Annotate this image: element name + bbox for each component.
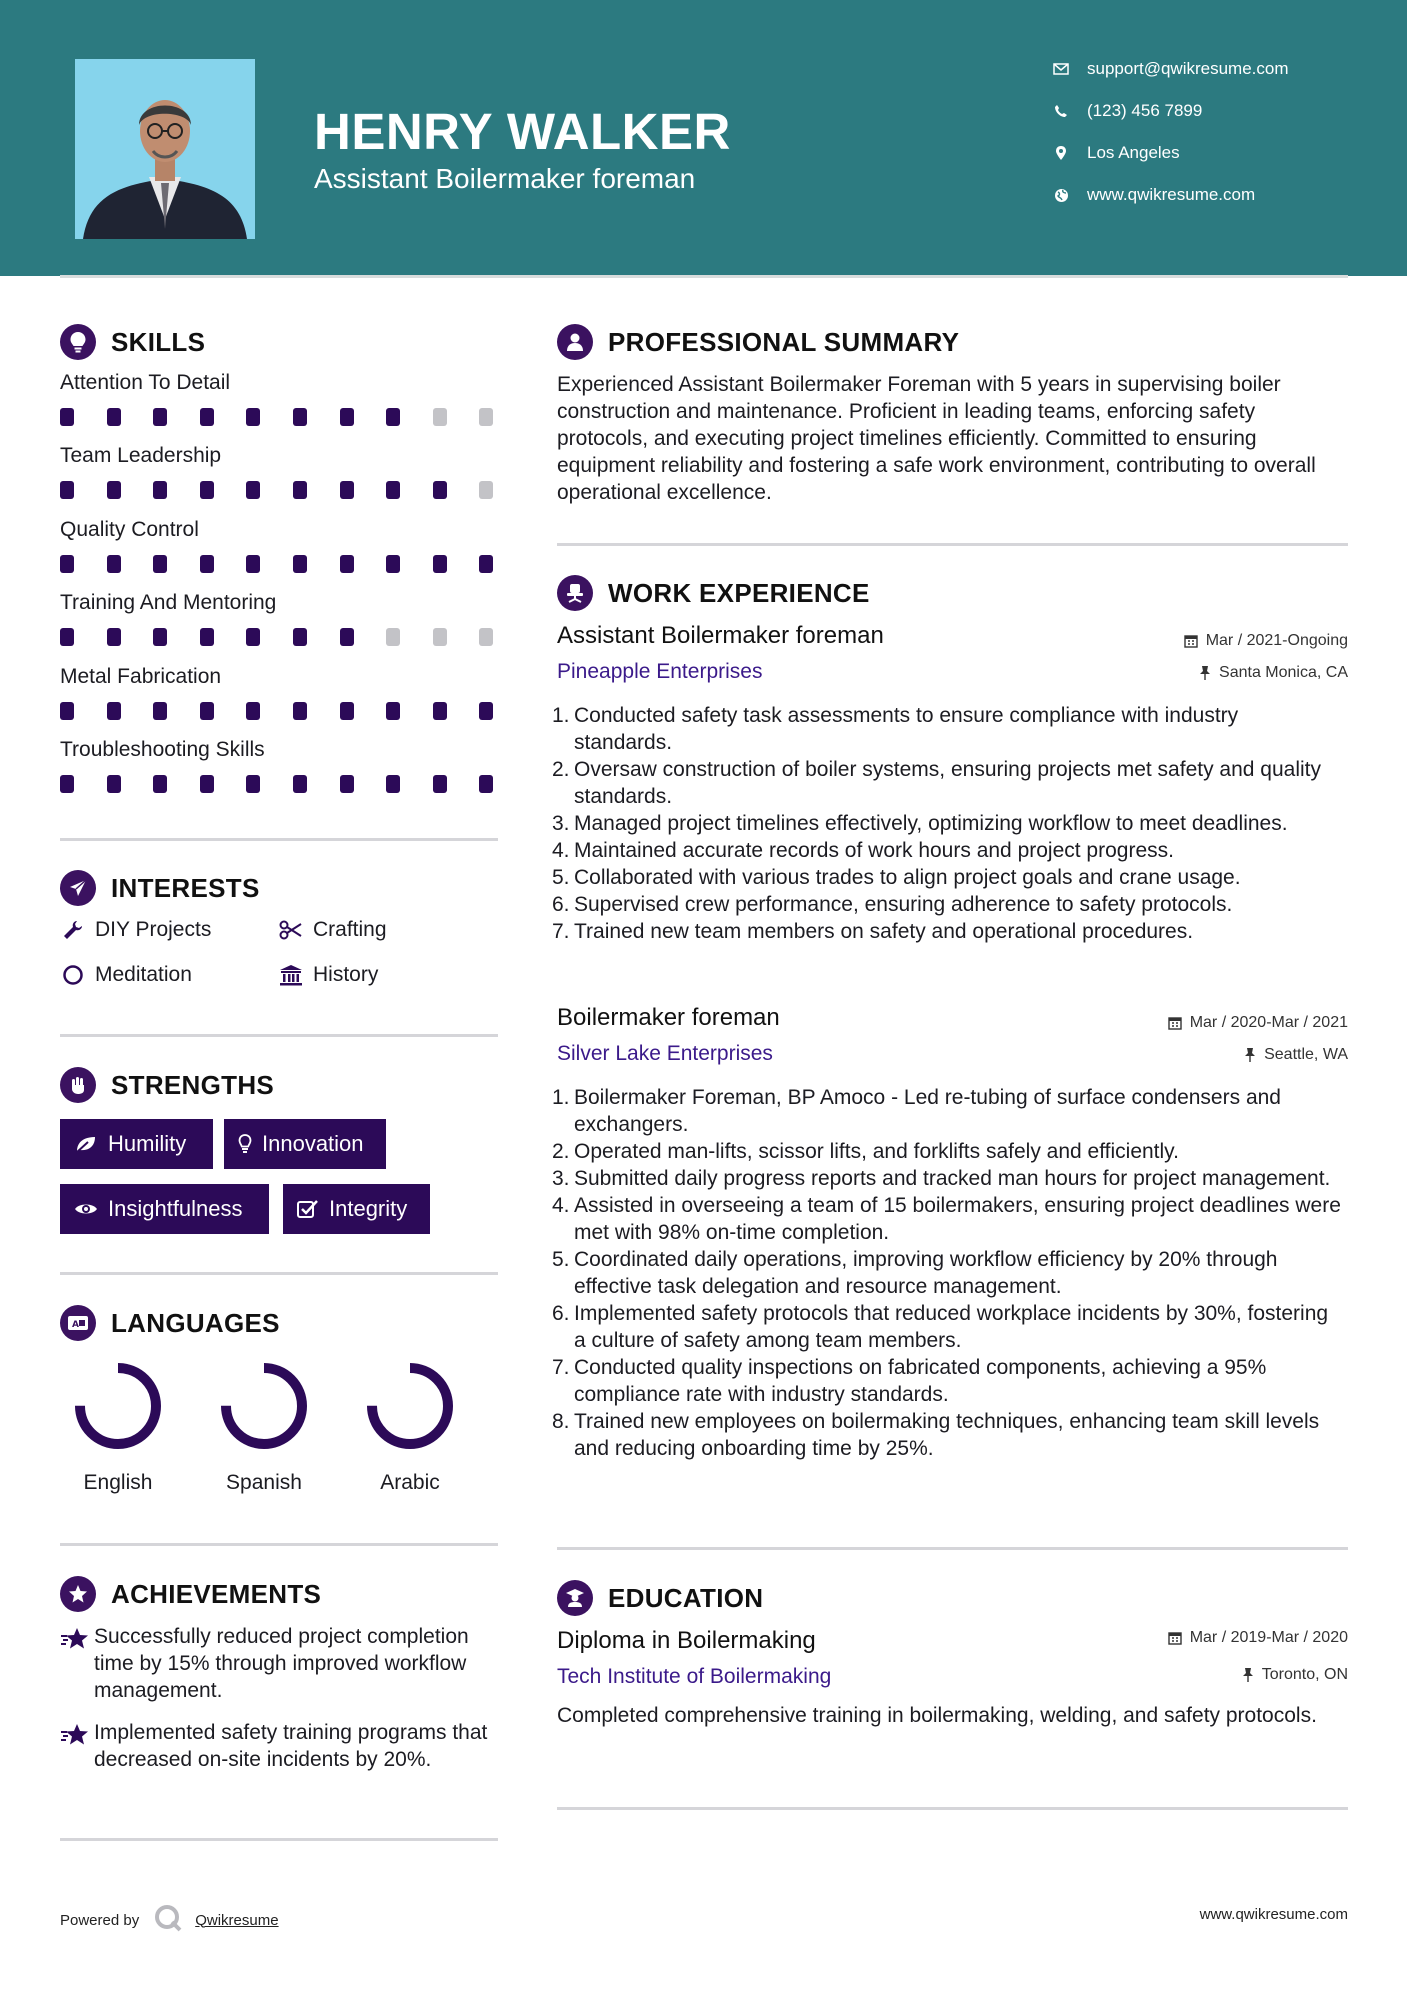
skill-name: Attention To Detail [60, 371, 231, 394]
bullet-number: 8. [552, 1410, 570, 1433]
skill-dot-filled [200, 555, 214, 573]
interest-item-meditation [60, 963, 192, 987]
contact-phone-text: (123) 456 7899 [1087, 101, 1203, 120]
star-icon [60, 1623, 94, 1704]
skill-dot-filled [153, 628, 167, 646]
graduate-icon [557, 1580, 593, 1616]
experience-heading [557, 575, 870, 611]
id-card-icon [60, 1305, 96, 1341]
job-bullet [552, 1084, 1342, 1138]
job-title: Boilermaker foreman [557, 1004, 780, 1031]
skill-level-meter [60, 408, 498, 426]
job-bullet [552, 1165, 1342, 1192]
skill-dot-filled [293, 555, 307, 573]
skill-level-meter [60, 481, 498, 499]
experience-title: WORK EXPERIENCE [608, 577, 870, 608]
interest-item-diy-projects [60, 918, 211, 942]
skill-dot-filled [340, 481, 354, 499]
interests-title: INTERESTS [111, 872, 260, 903]
bullet-text: Trained new employees on boilermaking techniques, enhancing team skill levels and reducing onboarding time by 25%. [574, 1410, 1320, 1460]
qwikresume-link[interactable]: Qwikresume [195, 1911, 279, 1929]
strengths-divider [60, 1272, 498, 1275]
museum-icon [278, 964, 304, 986]
calendar-icon [1168, 1016, 1182, 1030]
contact-location [1050, 141, 1180, 165]
phone-icon [1050, 104, 1072, 118]
skill-dot-empty [479, 408, 493, 426]
interest-label: Crafting [313, 918, 387, 941]
bullet-text: Operated man-lifts, scissor lifts, and forklifts safely and efficiently. [574, 1140, 1179, 1163]
bullet-number: 4. [552, 839, 570, 862]
bullet-number: 2. [552, 758, 570, 781]
education-dates [1168, 1629, 1348, 1647]
language-level-arc [372, 1368, 448, 1444]
bullet-text: Submitted daily progress reports and tracked man hours for project management. [574, 1167, 1331, 1190]
envelope-icon [1050, 63, 1072, 75]
strength-label: Humility [108, 1131, 187, 1156]
education-location [1242, 1666, 1348, 1684]
bullet-number: 6. [552, 1302, 570, 1325]
skill-dot-filled [386, 408, 400, 426]
bullet-text: Conducted quality inspections on fabricated components, achieving a 95% compliance rate with industry standards. [574, 1356, 1267, 1406]
skill-dot-filled [340, 702, 354, 720]
skill-dot-filled [200, 481, 214, 499]
skill-dot-filled [107, 702, 121, 720]
checkbox-icon [297, 1199, 319, 1219]
language-level-ring [68, 1356, 168, 1456]
language-name: English [83, 1471, 153, 1494]
office-chair-icon [557, 575, 593, 611]
strength-label: Integrity [329, 1196, 408, 1221]
summary-title: PROFESSIONAL SUMMARY [608, 326, 960, 357]
job-bullet [552, 1300, 1342, 1354]
skill-name: Metal Fabrication [60, 664, 222, 688]
calendar-icon [1184, 634, 1198, 648]
skill-dot-empty [386, 628, 400, 646]
skill-level-meter [60, 628, 498, 646]
skill-dot-empty [433, 408, 447, 426]
profile-photo-illustration [75, 59, 255, 239]
pushpin-icon [1244, 1047, 1256, 1063]
education-school: Tech Institute of Boilermaking [557, 1665, 832, 1688]
job-company: Silver Lake Enterprises [557, 1042, 773, 1065]
bullet-number: 7. [552, 1356, 570, 1379]
skill-dot-filled [153, 775, 167, 793]
skill-level-meter [60, 775, 498, 793]
skill-name: Training And Mentoring [60, 591, 277, 615]
circle-icon [60, 964, 86, 986]
skill-dot-filled [479, 702, 493, 720]
strengths-heading [60, 1067, 274, 1103]
job-bullet-list [552, 702, 1342, 945]
language-level-arc [226, 1368, 302, 1444]
job-bullet [552, 1138, 1342, 1165]
powered-by-label: Powered by [60, 1911, 140, 1929]
skill-dot-filled [153, 408, 167, 426]
header-divider [60, 275, 1348, 278]
job-bullet [552, 918, 1342, 945]
skill-dot-filled [60, 628, 74, 646]
skill-dot-filled [107, 775, 121, 793]
skill-dot-filled [107, 555, 121, 573]
strength-label: Insightfulness [108, 1196, 243, 1221]
job-bullet [552, 756, 1342, 810]
skill-dot-filled [340, 555, 354, 573]
bullet-text: Supervised crew performance, ensuring adherence to safety protocols. [574, 893, 1233, 916]
skill-dot-filled [246, 628, 260, 646]
skill-dot-filled [479, 555, 493, 573]
strength-badge-insightfulness [60, 1184, 269, 1234]
achievement-item [60, 1719, 500, 1773]
paper-plane-icon [60, 870, 96, 906]
qwikresume-logo-icon [153, 1903, 183, 1937]
job-location [1244, 1046, 1348, 1064]
skill-dot-filled [246, 481, 260, 499]
contact-website[interactable] [1050, 183, 1255, 207]
bullet-text: Trained new team members on safety and operational procedures. [574, 920, 1194, 943]
skill-dot-filled [433, 702, 447, 720]
skill-dot-filled [60, 702, 74, 720]
achievement-text: Successfully reduced project completion time by 15% through improved workflow management. [94, 1625, 469, 1702]
job-bullet [552, 1246, 1342, 1300]
skill-dot-filled [246, 702, 260, 720]
skills-heading [60, 324, 205, 360]
globe-icon [1050, 188, 1072, 203]
interest-label: History [313, 963, 379, 986]
language-name: Arabic [380, 1471, 440, 1494]
skill-dot-filled [293, 628, 307, 646]
candidate-role: Assistant Boilermaker foreman [314, 163, 696, 194]
user-icon [557, 324, 593, 360]
scissors-icon [278, 920, 304, 940]
leaf-icon [74, 1134, 98, 1154]
job-location-text: Santa Monica, CA [1219, 664, 1348, 681]
svg-text:A: A [72, 1320, 79, 1330]
job-bullet [552, 1354, 1342, 1408]
skill-dot-filled [107, 628, 121, 646]
interests-heading [60, 870, 260, 906]
skill-dot-filled [246, 775, 260, 793]
skill-dot-filled [433, 481, 447, 499]
interest-item-history [278, 963, 378, 987]
bullet-text: Collaborated with various trades to align project goals and crane usage. [574, 866, 1241, 889]
summary-heading [557, 324, 959, 360]
strength-badge-humility [60, 1119, 213, 1169]
skill-dot-filled [200, 628, 214, 646]
skill-dot-filled [60, 555, 74, 573]
bullet-number: 5. [552, 866, 570, 889]
bullet-number: 2. [552, 1140, 570, 1163]
bullet-number: 3. [552, 1167, 570, 1190]
skill-dot-empty [479, 481, 493, 499]
skill-dot-filled [153, 481, 167, 499]
job-bullet [552, 702, 1342, 756]
skill-dot-filled [200, 702, 214, 720]
experience-divider [557, 1547, 1348, 1550]
skill-dot-filled [386, 481, 400, 499]
lightbulb-icon [60, 324, 96, 360]
skill-dot-filled [293, 408, 307, 426]
summary-divider [557, 543, 1348, 546]
contact-website-text: www.qwikresume.com [1087, 185, 1256, 204]
bullet-number: 3. [552, 812, 570, 835]
pushpin-icon [1242, 1667, 1254, 1683]
job-dates-text: Mar / 2021-Ongoing [1205, 632, 1348, 649]
skill-dot-filled [246, 555, 260, 573]
bullet-number: 6. [552, 893, 570, 916]
bullet-text: Boilermaker Foreman, BP Amoco - Led re-tubing of surface condensers and exchangers. [574, 1086, 1281, 1136]
job-location [1199, 664, 1348, 682]
job-bullet [552, 837, 1342, 864]
job-bullet [552, 1192, 1342, 1246]
bullet-number: 7. [552, 920, 570, 943]
pushpin-icon [1199, 665, 1211, 681]
languages-heading [60, 1305, 280, 1341]
skill-dot-filled [293, 702, 307, 720]
resume-header [0, 0, 1407, 276]
education-heading [557, 1580, 763, 1616]
skill-level-meter [60, 555, 498, 573]
language-item [58, 1356, 178, 1456]
skill-dot-filled [200, 775, 214, 793]
languages-title: LANGUAGES [111, 1307, 280, 1338]
bullet-text: Coordinated daily operations, improving workflow efficiency by 20% through effective task delegation and resource management. [574, 1248, 1278, 1298]
strengths-title: STRENGTHS [111, 1069, 275, 1100]
skill-name: Troubleshooting Skills [60, 738, 265, 761]
skill-dot-filled [246, 408, 260, 426]
skill-dot-filled [433, 775, 447, 793]
education-description: Completed comprehensive training in boilermaking, welding, and safety protocols. [557, 1704, 1317, 1727]
bullet-text: Implemented safety protocols that reduced workplace incidents by 30%, fostering a culture of safety among team members. [574, 1302, 1329, 1352]
job-bullet [552, 1408, 1342, 1462]
hand-icon [60, 1067, 96, 1103]
language-level-arc [80, 1368, 156, 1444]
job-dates-text: Mar / 2020-Mar / 2021 [1189, 1014, 1348, 1031]
job-dates [1184, 632, 1348, 650]
job-location-text: Seattle, WA [1264, 1046, 1348, 1063]
education-degree: Diploma in Boilermaking [557, 1627, 816, 1654]
star-badge-icon [60, 1576, 96, 1612]
job-dates [1168, 1014, 1348, 1032]
interest-label: DIY Projects [95, 918, 212, 941]
bullet-text: Managed project timelines effectively, optimizing workflow to meet deadlines. [574, 812, 1288, 835]
star-icon [60, 1719, 94, 1773]
bullet-number: 5. [552, 1248, 570, 1271]
summary-text: Experienced Assistant Boilermaker Foreman with 5 years in supervising boiler construction and maintenance. Proficient in leading teams, enforcing safety protocols, and executing project timelines efficiently. Committed to ensuring equipment reliability and fostering a safe work environment, contributing to overall operational excellence. [557, 373, 1316, 504]
bullet-text: Maintained accurate records of work hours and project progress. [574, 839, 1174, 862]
skill-dot-filled [153, 702, 167, 720]
achievements-divider [60, 1838, 498, 1841]
education-divider [557, 1807, 1348, 1810]
skill-level-meter [60, 702, 498, 720]
skill-dot-filled [153, 555, 167, 573]
language-level-ring [214, 1356, 314, 1456]
wrench-icon [60, 919, 86, 941]
skill-dot-filled [200, 408, 214, 426]
bullet-number: 1. [552, 1086, 570, 1109]
skill-dot-filled [60, 775, 74, 793]
map-pin-icon [1050, 145, 1072, 161]
profile-photo [75, 59, 255, 239]
lightbulb-icon [238, 1134, 252, 1154]
interests-divider [60, 1034, 498, 1037]
skill-dot-empty [433, 628, 447, 646]
skills-divider [60, 838, 498, 841]
skill-dot-filled [386, 555, 400, 573]
candidate-name: HENRY WALKER [314, 103, 731, 160]
contact-email-text: support@qwikresume.com [1087, 59, 1289, 78]
achievement-text: Implemented safety training programs that decreased on-site incidents by 20%. [94, 1721, 488, 1771]
eye-icon [74, 1201, 98, 1217]
achievements-title: ACHIEVEMENTS [111, 1578, 322, 1609]
job-company: Pineapple Enterprises [557, 660, 763, 683]
language-level-ring [360, 1356, 460, 1456]
skill-dot-filled [433, 555, 447, 573]
footer-website-link[interactable]: www.qwikresume.com [1199, 1906, 1348, 1923]
job-bullet [552, 891, 1342, 918]
skill-name: Team Leadership [60, 444, 222, 468]
powered-by [60, 1903, 279, 1937]
skill-name: Quality Control [60, 517, 199, 541]
skills-title: SKILLS [111, 326, 206, 357]
interest-item-crafting [278, 918, 387, 942]
skill-dot-filled [340, 408, 354, 426]
education-location-text: Toronto, ON [1261, 1666, 1348, 1683]
language-item [204, 1356, 324, 1456]
skill-dot-filled [60, 408, 74, 426]
education-dates-text: Mar / 2019-Mar / 2020 [1189, 1629, 1348, 1646]
job-bullet [552, 864, 1342, 891]
interest-label: Meditation [95, 963, 192, 986]
skill-dot-filled [107, 408, 121, 426]
strength-label: Innovation [262, 1131, 364, 1156]
bullet-number: 1. [552, 704, 570, 727]
contact-email[interactable] [1050, 57, 1289, 81]
contact-phone[interactable] [1050, 99, 1202, 123]
strength-badge-innovation [224, 1119, 386, 1169]
skill-dot-filled [107, 481, 121, 499]
language-item [350, 1356, 470, 1456]
skill-dot-filled [60, 481, 74, 499]
bullet-text: Assisted in overseeing a team of 15 boilermakers, ensuring project deadlines were met with 98% on-time completion. [574, 1194, 1341, 1244]
achievements-heading [60, 1576, 321, 1612]
skill-dot-empty [479, 628, 493, 646]
bullet-text: Oversaw construction of boiler systems, ensuring projects met safety and quality standards. [574, 758, 1321, 808]
bullet-text: Conducted safety task assessments to ensure compliance with industry standards. [574, 704, 1239, 754]
language-name: Spanish [226, 1471, 302, 1494]
skill-dot-filled [386, 775, 400, 793]
skill-dot-filled [386, 702, 400, 720]
strength-badge-integrity [283, 1184, 430, 1234]
skill-dot-filled [479, 775, 493, 793]
languages-divider [60, 1543, 498, 1546]
skill-dot-filled [293, 481, 307, 499]
skill-dot-filled [340, 628, 354, 646]
job-title: Assistant Boilermaker foreman [557, 622, 884, 649]
calendar-icon [1168, 1631, 1182, 1645]
skill-dot-filled [340, 775, 354, 793]
job-bullet [552, 810, 1342, 837]
achievement-item [60, 1623, 500, 1704]
contact-location-text: Los Angeles [1087, 143, 1180, 162]
education-title: EDUCATION [608, 1582, 764, 1613]
bullet-number: 4. [552, 1194, 570, 1217]
skill-dot-filled [293, 775, 307, 793]
job-bullet-list [552, 1084, 1342, 1462]
